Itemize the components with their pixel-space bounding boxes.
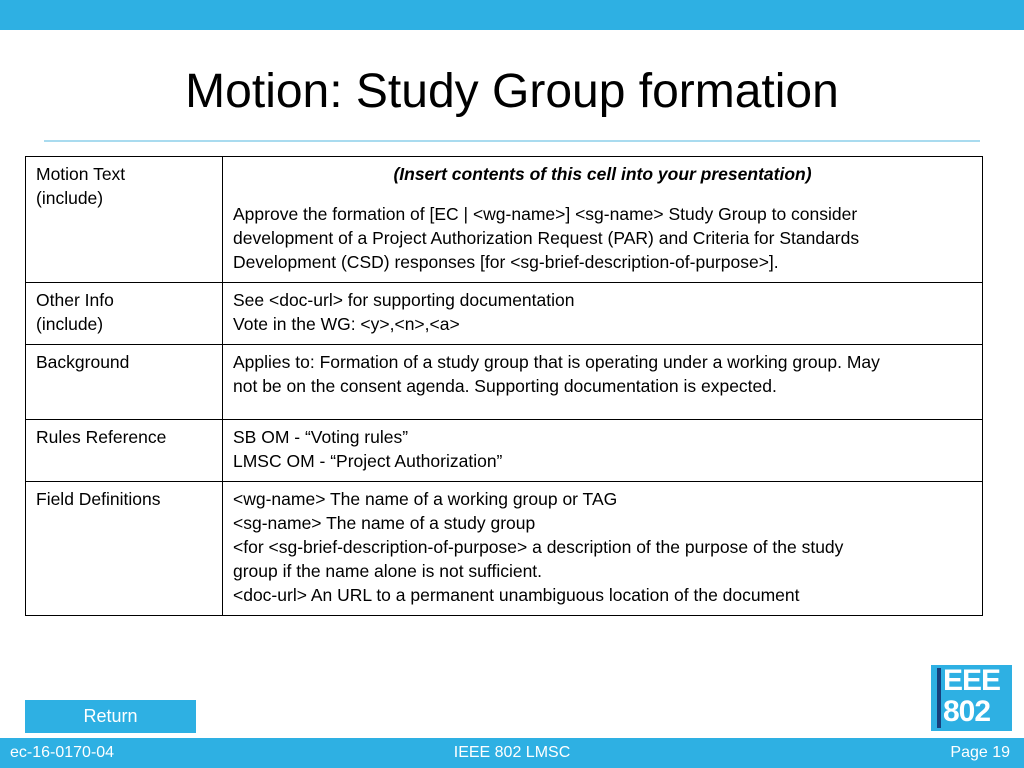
table-row-other-info (26, 283, 983, 345)
logo-line-1: EEE (943, 665, 1001, 697)
row-label (26, 420, 223, 482)
insert-note: (Insert contents of this cell into your presentation) (393, 164, 812, 184)
table-row-rules-reference (26, 420, 983, 482)
content-line: <sg-name> The name of a study group (233, 513, 536, 533)
title-divider (44, 140, 980, 142)
row-label-line: Background (36, 352, 130, 372)
content-line: LMSC OM - “Project Authorization” (233, 451, 503, 471)
content-line: <doc-url> An URL to a permanent unambiguous location of the document (233, 585, 800, 605)
row-label-line: (include) (36, 188, 104, 208)
row-content (223, 420, 983, 482)
footer-page-number: Page 19 (950, 744, 1010, 761)
footer-bar (0, 738, 1024, 768)
content-line: Applies to: Formation of a study group that is operating under a working group. May (233, 352, 880, 372)
row-label (26, 157, 223, 283)
logo-bar (937, 668, 941, 728)
row-label-line: (include) (36, 314, 104, 334)
footer-doc-id: ec-16-0170-04 (10, 744, 115, 761)
motion-table (25, 156, 983, 616)
slide-title: Motion: Study Group formation (185, 65, 839, 118)
content-line: Development (CSD) responses [for <sg-brief-description-of-purpose>]. (233, 252, 779, 272)
content-line: development of a Project Authorization Request (PAR) and Criteria for Standards (233, 228, 860, 248)
table-row-motion-text (26, 157, 983, 283)
row-label-line: Motion Text (36, 164, 126, 184)
row-label-line: Other Info (36, 290, 114, 310)
logo-text (943, 665, 1000, 727)
content-line: not be on the consent agenda. Supporting documentation is expected. (233, 376, 777, 396)
ieee-802-logo (931, 665, 1012, 731)
table-row-field-definitions (26, 482, 983, 616)
row-content (223, 283, 983, 345)
row-content (223, 157, 983, 283)
return-button[interactable]: Return (25, 700, 196, 733)
content-line: SB OM - “Voting rules” (233, 427, 409, 447)
row-label (26, 345, 223, 420)
content-line: <wg-name> The name of a working group or TAG (233, 489, 618, 509)
content-line: Approve the formation of [EC | <wg-name>] <sg-name> Study Group to consider (233, 204, 858, 224)
row-label-line: Rules Reference (36, 427, 167, 447)
content-line: See <doc-url> for supporting documentation (233, 290, 575, 310)
content-line: group if the name alone is not sufficient. (233, 561, 543, 581)
footer-org: IEEE 802 LMSC (453, 744, 571, 761)
row-label (26, 283, 223, 345)
content-line: Vote in the WG: <y>,<n>,<a> (233, 314, 460, 334)
content-line: <for <sg-brief-description-of-purpose> a description of the purpose of the study (233, 537, 844, 557)
logo-line-2: 802 (943, 695, 991, 728)
header-bar (0, 0, 1024, 30)
table-row-background (26, 345, 983, 420)
row-content (223, 482, 983, 616)
row-label (26, 482, 223, 616)
row-label-line: Field Definitions (36, 489, 161, 509)
row-content (223, 345, 983, 420)
